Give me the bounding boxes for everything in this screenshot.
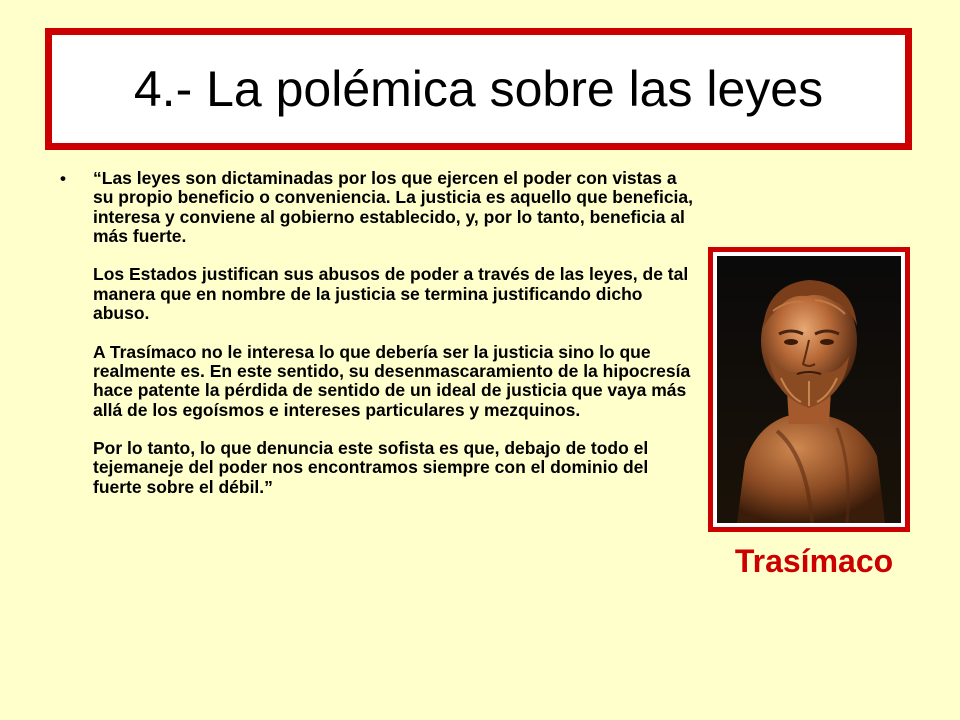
paragraph: Por lo tanto, lo que denuncia este sofista es que, debajo de todo el tejemaneje del poder nos encontramos siempre con el dominio del fuerte sobre el débil.”	[93, 438, 649, 497]
bullet-marker: •	[60, 169, 66, 188]
paragraph: “Las leyes son dictaminadas por los que ejercen el poder con vistas a su propio beneficio o conveniencia. La justicia es aquello que beneficia, interesa y conviene al gobierno establecido, y, por lo tanto, beneficia al más fuerte.	[93, 168, 694, 246]
bust-portrait-image	[717, 256, 901, 523]
portrait-caption: Trasímaco	[734, 543, 894, 579]
paragraph: A Trasímaco no le interesa lo que debería ser la justicia sino lo que realmente es. En este sentido, su desenmascaramiento de la hipocresía hace patente la pérdida de sentido de un ideal de justicia que vaya más allá de los egoísmos e intereses particulares y mezquinos.	[93, 341, 691, 420]
paragraph: Los Estados justifican sus abusos de poder a través de las leyes, de tal manera que en nombre de la justicia se termina justificando dicho abuso.	[93, 264, 689, 324]
slide-title: 4.- La polémica sobre las leyes	[133, 61, 824, 117]
bullet-item	[93, 169, 700, 497]
bullet-list	[60, 169, 700, 497]
portrait-frame	[708, 247, 910, 532]
title-box	[45, 28, 912, 150]
